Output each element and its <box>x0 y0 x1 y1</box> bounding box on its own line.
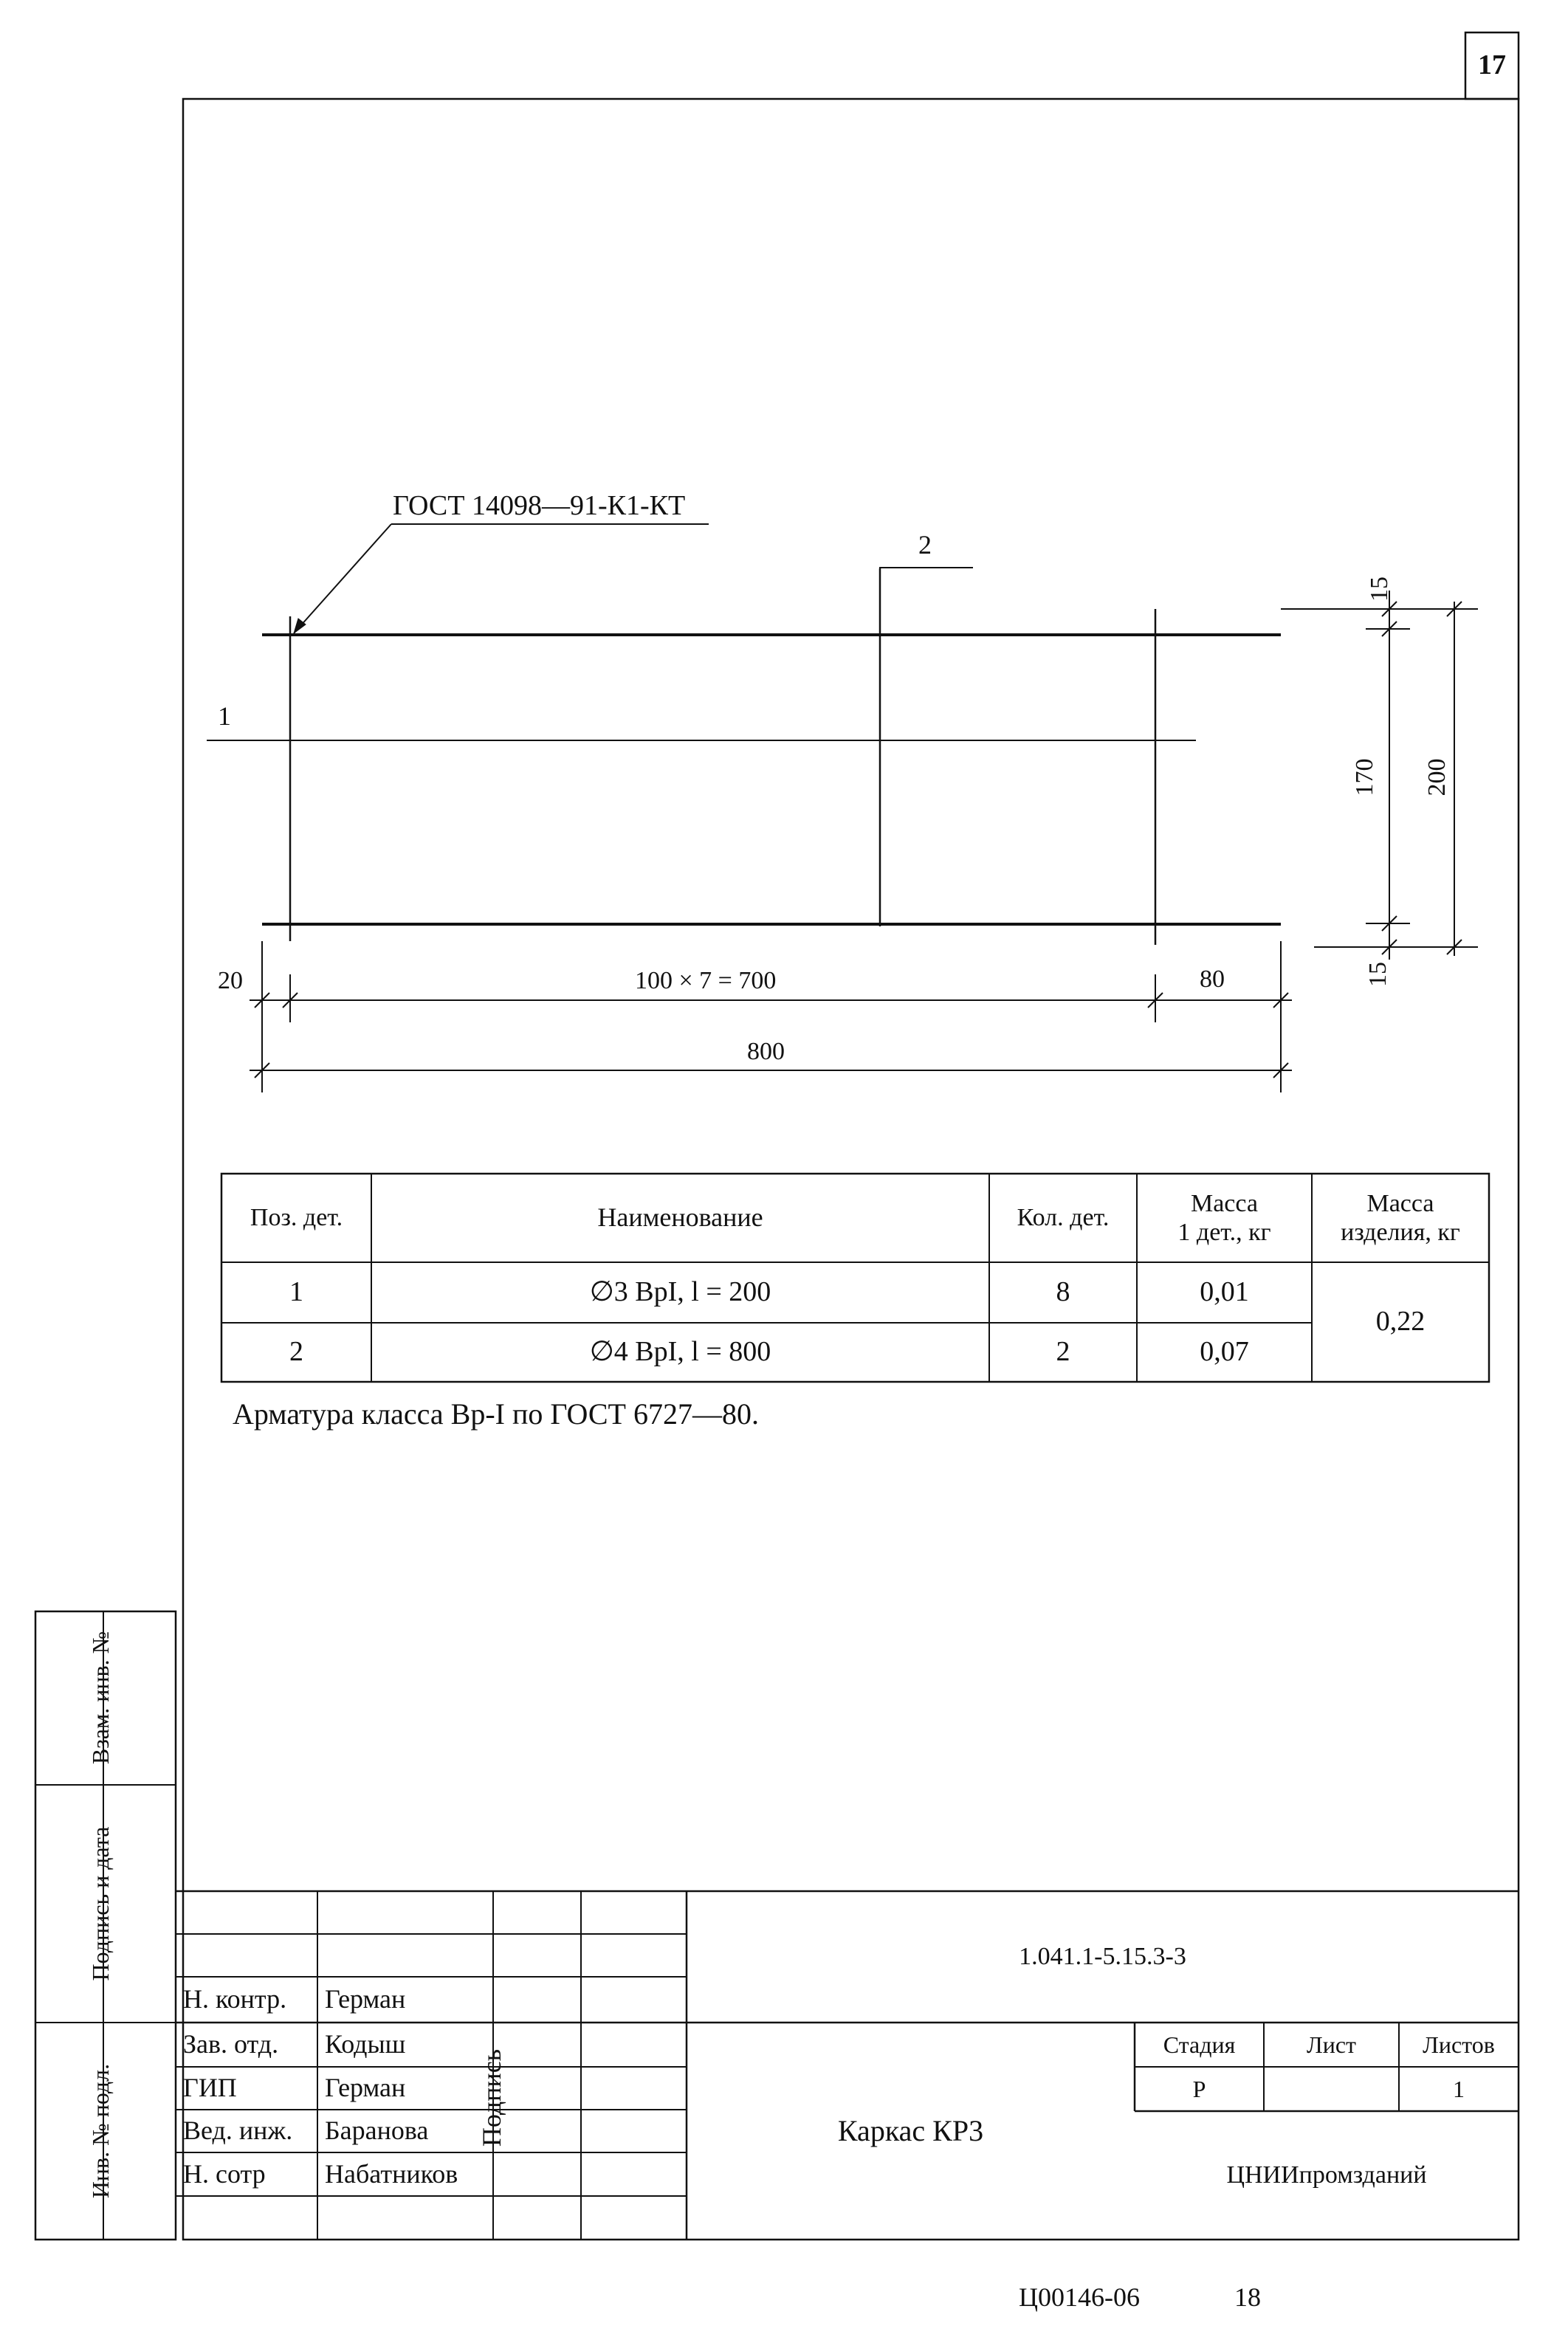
dim-20: 20 <box>218 967 243 994</box>
header-qty: Кол. дет. <box>1017 1204 1110 1232</box>
weld-note: ГОСТ 14098—91-К1-КТ <box>393 490 686 521</box>
name-gip: Герман <box>325 2073 406 2103</box>
signature-label: Подпись <box>477 2048 506 2147</box>
stage-label: Стадия <box>1163 2031 1236 2058</box>
row-2-pos: 2 <box>289 1336 303 1368</box>
document-code: 1.041.1-5.15.3-3 <box>1019 1943 1186 1971</box>
dim-170: 170 <box>1351 758 1378 796</box>
name-n-kontr: Герман <box>325 1984 406 2014</box>
row-2-qty: 2 <box>1056 1336 1070 1368</box>
role-n-kontr: Н. контр. <box>183 1984 287 2014</box>
side-stamp-podpis-data: Подпись и дата <box>87 1826 114 1981</box>
page-number: 17 <box>1478 49 1506 81</box>
name-n-sotr: Набатников <box>325 2158 458 2189</box>
weld-note-leader <box>294 524 391 633</box>
role-zav-otd: Зав. отд. <box>183 2029 279 2059</box>
role-n-sotr: Н. сотр <box>183 2158 266 2189</box>
row-1-mass: 0,01 <box>1200 1276 1249 1308</box>
row-1-pos: 1 <box>289 1276 303 1308</box>
dim-bottom-15: 15 <box>1364 962 1392 987</box>
header-mass-total-line1: Масса <box>1366 1189 1434 1217</box>
side-stamp-vzam: Взам. инв. № <box>87 1631 114 1765</box>
side-stamp-inv-podl: Инв. № подл. <box>87 2063 114 2199</box>
stage-value: Р <box>1192 2075 1206 2102</box>
header-mass-one-line2: 1 дет., кг <box>1177 1219 1271 1246</box>
total-mass: 0,22 <box>1375 1306 1426 1338</box>
dim-top-15: 15 <box>1366 576 1393 602</box>
sheets-label: Листов <box>1423 2031 1495 2058</box>
footer-page: 18 <box>1234 2282 1261 2312</box>
name-ved-inzh: Баранова <box>325 2116 429 2146</box>
dim-80: 80 <box>1200 966 1225 993</box>
header-mass-total <box>1312 1174 1489 1262</box>
sheet-value <box>1264 2067 1399 2111</box>
dim-800: 800 <box>747 1038 785 1065</box>
sheet-label: Лист <box>1306 2031 1356 2058</box>
row-2-name: ∅4 ВрI, l = 800 <box>589 1336 771 1368</box>
row-1-name: ∅3 ВрI, l = 200 <box>589 1276 771 1308</box>
position-2-label: 2 <box>918 530 932 560</box>
dim-200: 200 <box>1423 758 1451 796</box>
reinforcement-note: Арматура класса Вр-I по ГОСТ 6727—80. <box>233 1397 759 1431</box>
row-1-qty: 8 <box>1056 1276 1070 1308</box>
name-zav-otd: Кодыш <box>325 2029 406 2059</box>
header-mass-one-line1: Масса <box>1190 1189 1258 1217</box>
header-pos: Поз. дет. <box>250 1204 343 1232</box>
position-1-label: 1 <box>218 701 231 731</box>
header-mass-total-line2: изделия, кг <box>1341 1219 1460 1246</box>
drawing-title: Каркас КР3 <box>837 2114 984 2147</box>
header-name: Наименование <box>597 1202 763 1233</box>
sheets-value: 1 <box>1453 2075 1465 2102</box>
role-ved-inzh: Вед. инж. <box>183 2116 293 2146</box>
organization: ЦНИИпромзданий <box>1226 2161 1427 2189</box>
row-2-mass: 0,07 <box>1200 1336 1249 1368</box>
role-gip: ГИП <box>183 2073 237 2103</box>
dim-700: 100 × 7 = 700 <box>635 967 777 994</box>
footer-code: Ц00146-06 <box>1019 2282 1140 2312</box>
header-mass-one <box>1137 1174 1312 1262</box>
